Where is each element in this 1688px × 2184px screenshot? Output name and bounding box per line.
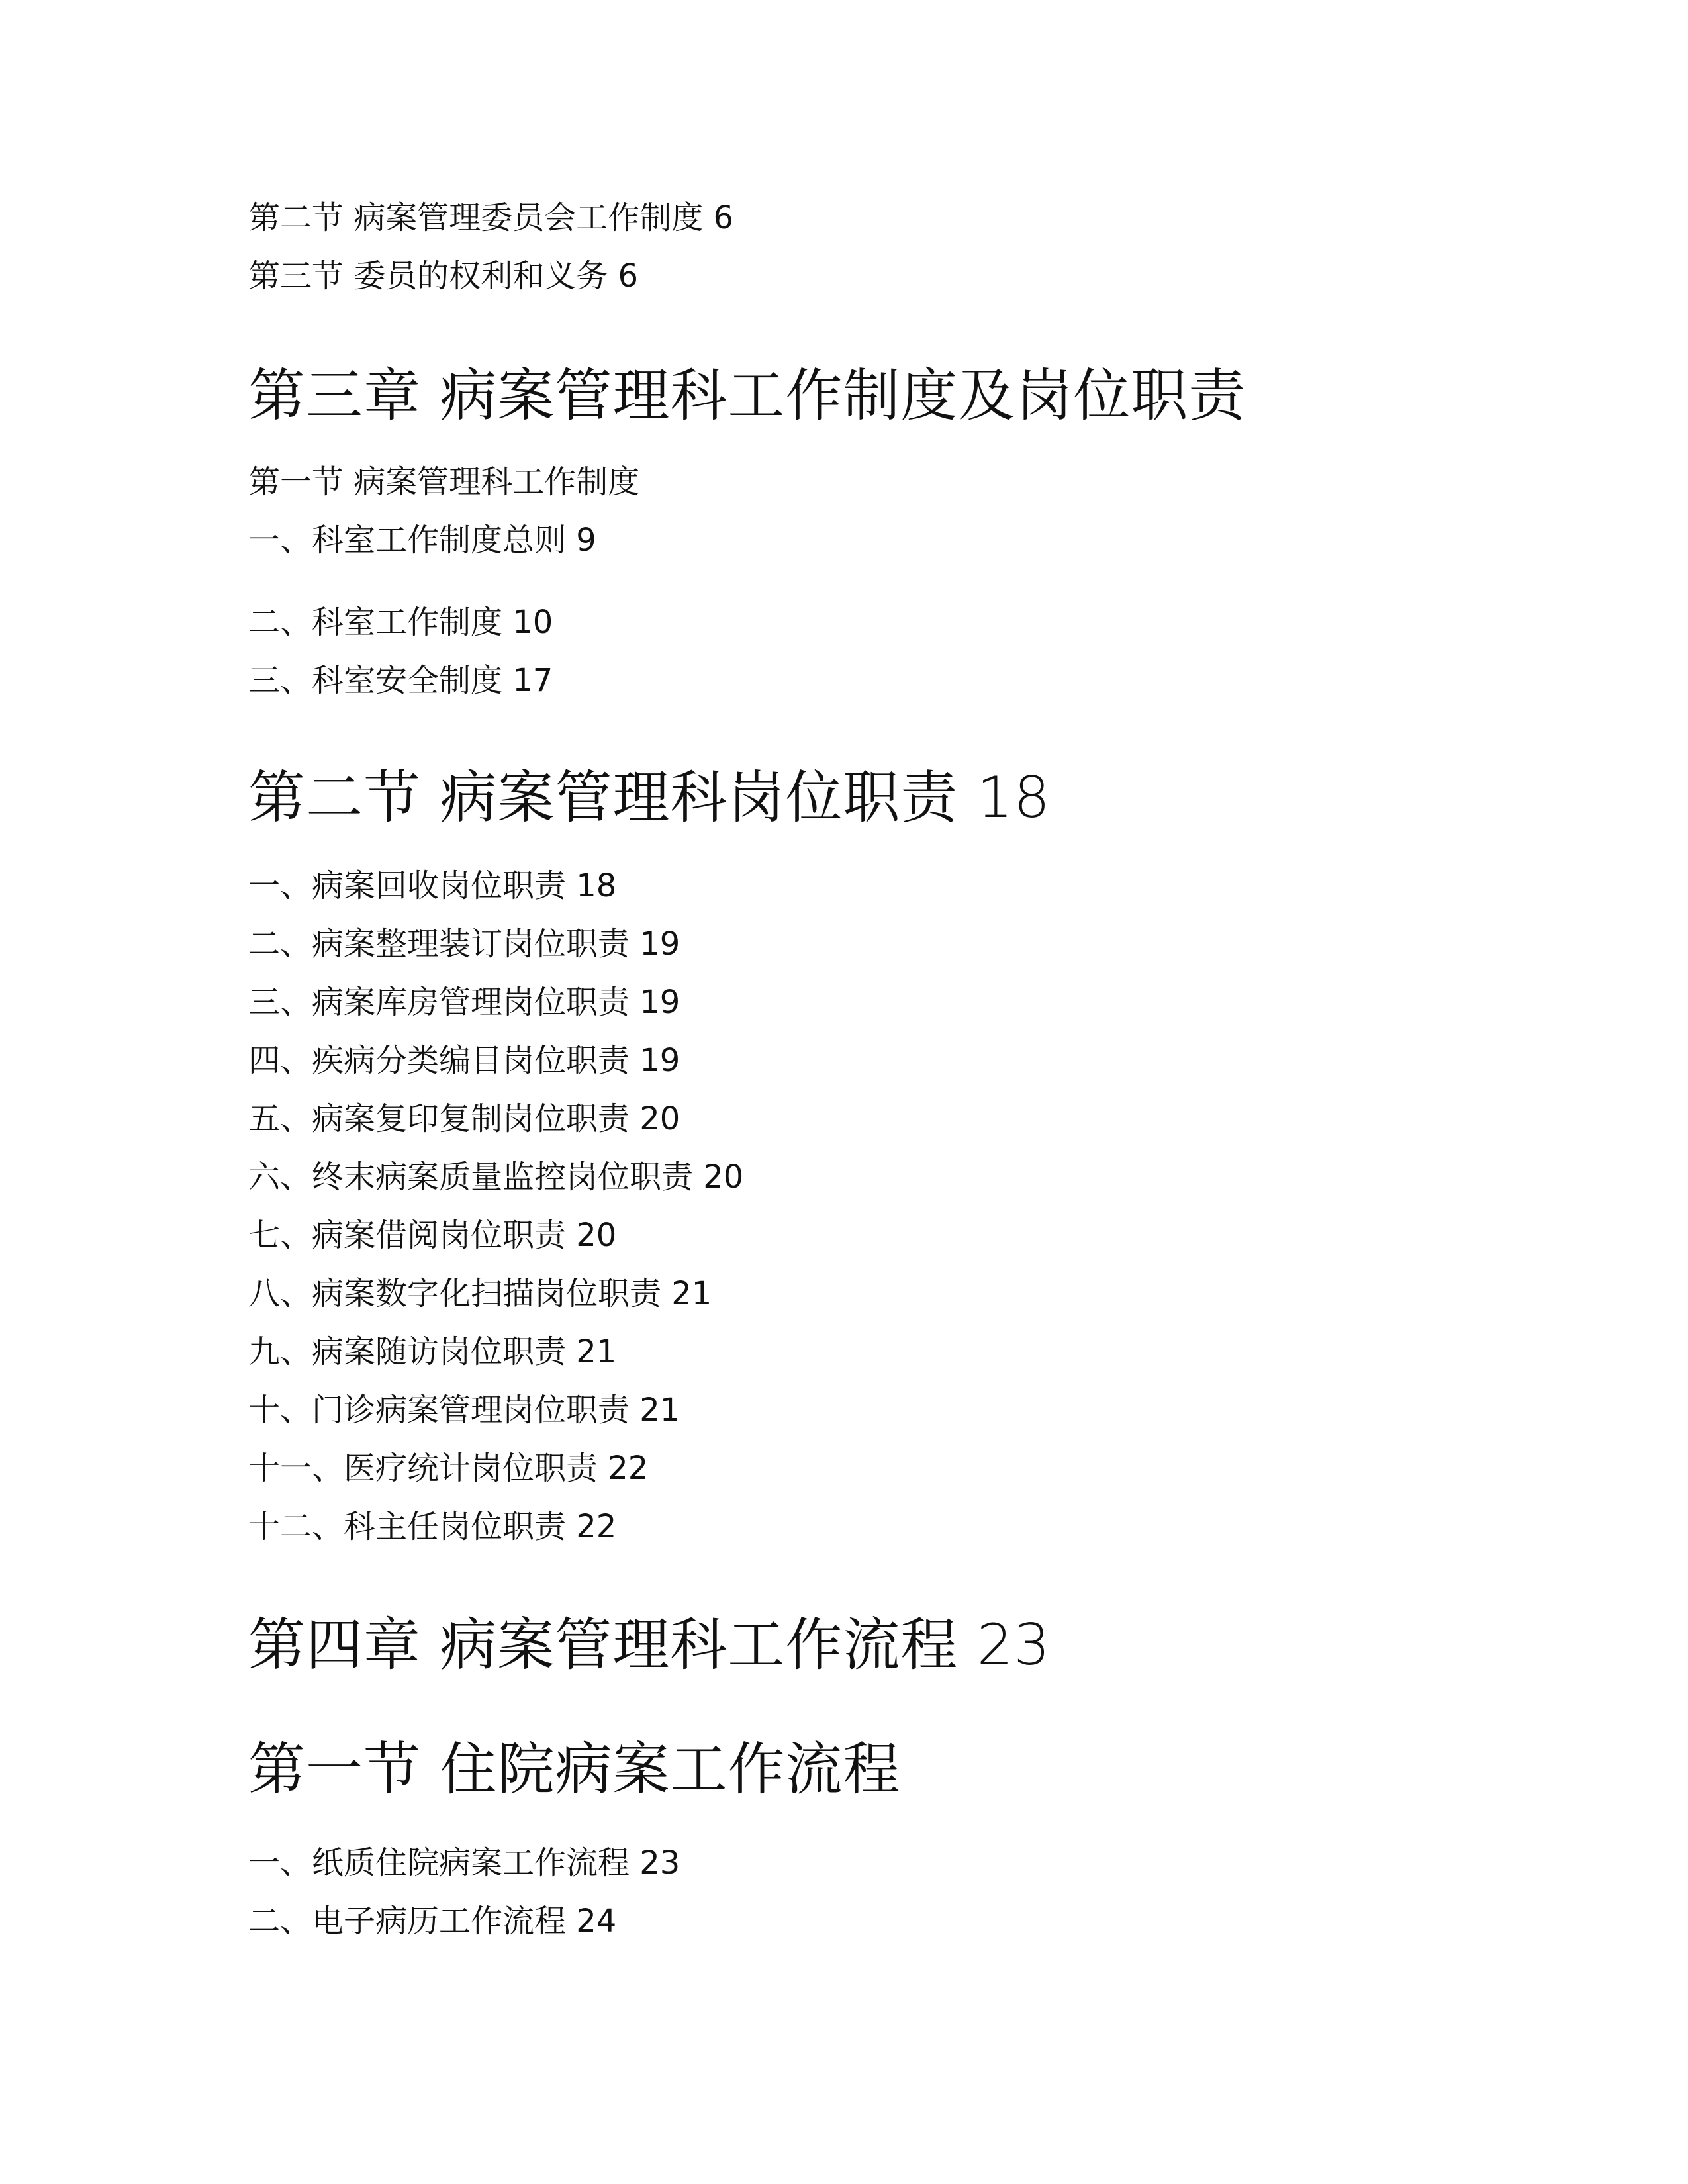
toc-heading-chapter-4[interactable]: 第四章 病案管理科工作流程 23 [248, 1612, 1051, 1678]
toc-entry-work-rules[interactable]: 二、科室工作制度 10 [248, 604, 553, 641]
toc-entry-coding-duty[interactable]: 四、疾病分类编目岗位职责 19 [248, 1042, 680, 1079]
toc-entry-quality-duty[interactable]: 六、终末病案质量监控岗位职责 20 [248, 1159, 744, 1196]
toc-entry-followup-duty[interactable]: 九、病案随访岗位职责 21 [248, 1333, 617, 1370]
toc-entry-section-2-committee[interactable]: 第二节 病案管理委员会工作制度 6 [248, 199, 734, 236]
toc-entry-binding-duty[interactable]: 二、病案整理装订岗位职责 19 [248, 926, 680, 963]
toc-entry-statistics-duty[interactable]: 十一、医疗统计岗位职责 22 [248, 1450, 649, 1487]
toc-entry-section-1-rules[interactable]: 第一节 病案管理科工作制度 [248, 463, 640, 500]
toc-entry-director-duty[interactable]: 十二、科主任岗位职责 22 [248, 1508, 617, 1545]
toc-entry-lending-duty[interactable]: 七、病案借阅岗位职责 20 [248, 1217, 617, 1254]
toc-entry-emr-process[interactable]: 二、电子病历工作流程 24 [248, 1903, 617, 1940]
toc-entry-section-3-members[interactable]: 第三节 委员的权利和义务 6 [248, 258, 639, 295]
toc-entry-paper-process[interactable]: 一、纸质住院病案工作流程 23 [248, 1844, 680, 1881]
toc-entry-recovery-duty[interactable]: 一、病案回收岗位职责 18 [248, 867, 617, 904]
toc-entry-storage-duty[interactable]: 三、病案库房管理岗位职责 19 [248, 984, 680, 1021]
toc-heading-chapter-3[interactable]: 第三章 病案管理科工作制度及岗位职责 [248, 363, 1246, 429]
toc-entry-safety-rules[interactable]: 三、科室安全制度 17 [248, 662, 553, 699]
toc-entry-outpatient-duty[interactable]: 十、门诊病案管理岗位职责 21 [248, 1392, 680, 1429]
toc-entry-scanning-duty[interactable]: 八、病案数字化扫描岗位职责 21 [248, 1275, 712, 1312]
toc-entry-general-rules[interactable]: 一、科室工作制度总则 9 [248, 522, 596, 559]
toc-heading-section-2-duties[interactable]: 第二节 病案管理科岗位职责 18 [248, 765, 1051, 831]
toc-entry-copy-duty[interactable]: 五、病案复印复制岗位职责 20 [248, 1100, 680, 1137]
toc-heading-section-1-inpatient[interactable]: 第一节 住院病案工作流程 [248, 1736, 901, 1803]
